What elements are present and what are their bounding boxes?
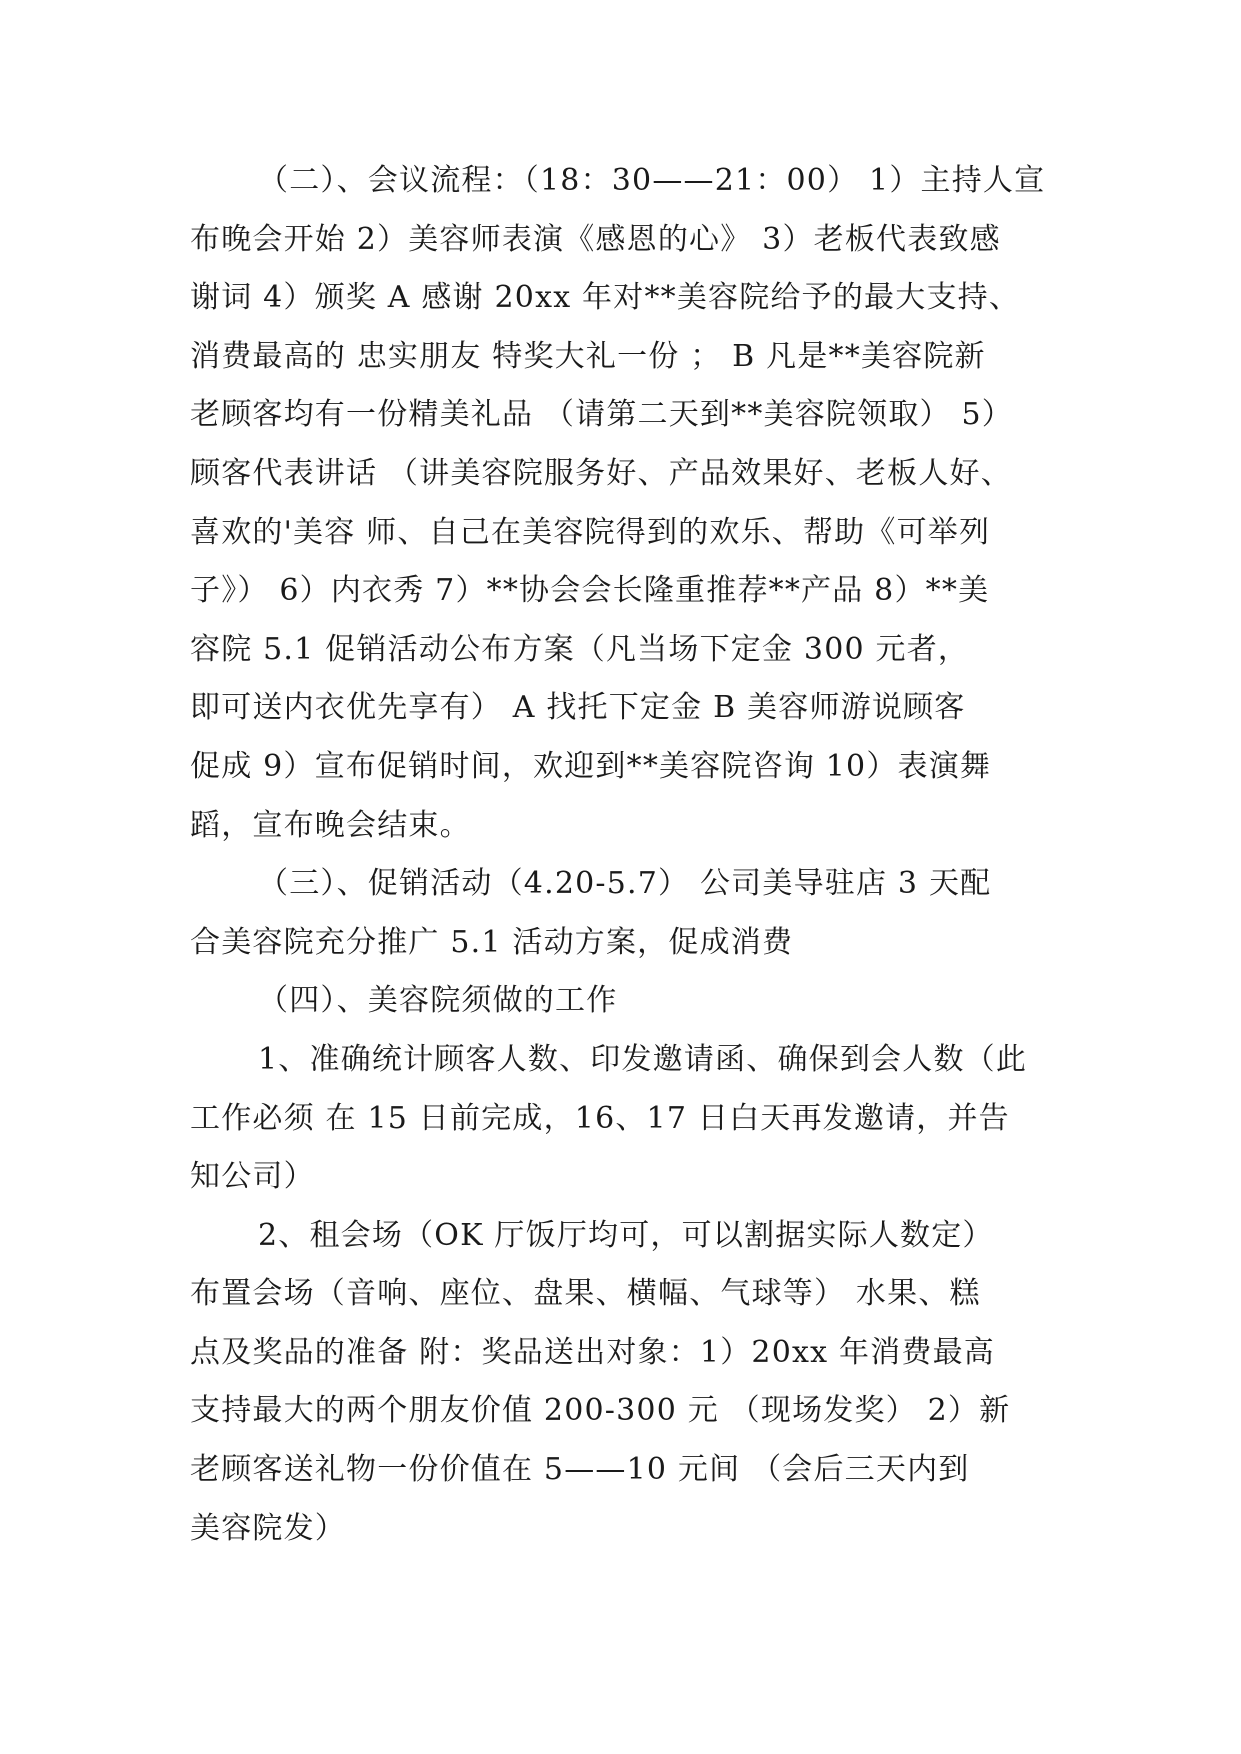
text-line: （二）、会议流程：（18：30——21：00） 1）主持人宣 bbox=[258, 163, 1046, 198]
text-line: 容院 5.1 促销活动公布方案（凡当场下定金 300 元者， bbox=[190, 631, 970, 667]
text-line: 谢词 4）颁奖 A 感谢 20xx 年对**美容院给予的最大支持、 bbox=[190, 280, 1021, 316]
text-line: 子》） 6）内衣秀 7）**协会会长隆重推荐**产品 8）**美 bbox=[190, 573, 990, 609]
text-line: （三）、促销活动（4.20-5.7） 公司美导驻店 3 天配 bbox=[258, 866, 992, 902]
text-line: 知公司） bbox=[190, 1159, 315, 1195]
text-line: 布置会场（音响、座位、盘果、横幅、气球等） 水果、糕 bbox=[190, 1276, 981, 1312]
text-line: 2、租会场（OK 厅饭厅均可，可以割据实际人数定） bbox=[258, 1217, 994, 1253]
text-line: 消费最高的 忠实朋友 特奖大礼一份 ； B 凡是**美容院新 bbox=[190, 338, 986, 374]
section-two-meeting-flow bbox=[190, 152, 1045, 855]
text-line: 顾客代表讲话 （讲美容院服务好、产品效果好、老板人好、 bbox=[190, 455, 1012, 491]
text-line: 即可送内衣优先享有） A 找托下定金 B 美容师游说顾客 bbox=[190, 690, 966, 726]
text-line: 促成 9）宣布促销时间，欢迎到**美容院咨询 10）表演舞 bbox=[190, 748, 992, 784]
text-line: 支持最大的两个朋友价值 200-300 元 （现场发奖） 2）新 bbox=[190, 1393, 1011, 1429]
section-three-promotion bbox=[190, 855, 1045, 972]
text-line: 蹈，宣布晚会结束。 bbox=[190, 807, 471, 843]
text-line: （四）、美容院须做的工作 bbox=[258, 983, 618, 1019]
text-line: 美容院发） bbox=[190, 1510, 346, 1546]
text-line: 喜欢的'美容 师、自己在美容院得到的欢乐、帮助《可举列 bbox=[190, 514, 991, 550]
text-line: 布晚会开始 2）美容师表演《感恩的心》 3）老板代表致感 bbox=[190, 221, 1001, 257]
text-line: 合美容院充分推广 5.1 活动方案，促成消费 bbox=[190, 924, 794, 960]
text-line: 1、准确统计顾客人数、印发邀请函、确保到会人数（此 bbox=[258, 1041, 1028, 1077]
text-line: 点及奖品的准备 附：奖品送出对象：1）20xx 年消费最高 bbox=[190, 1334, 995, 1370]
task-one-invitations bbox=[190, 1031, 1045, 1207]
text-line: 工作必须 在 15 日前完成，16、17 日白天再发邀请，并告 bbox=[190, 1100, 1010, 1136]
document-page bbox=[190, 152, 1045, 1558]
text-line: 老顾客送礼物一份价值在 5——10 元间 （会后三天内到 bbox=[190, 1452, 970, 1488]
section-four-heading bbox=[190, 972, 1045, 1031]
task-two-venue bbox=[190, 1207, 1045, 1559]
text-line: 老顾客均有一份精美礼品 （请第二天到**美容院领取） 5） bbox=[190, 397, 1013, 433]
